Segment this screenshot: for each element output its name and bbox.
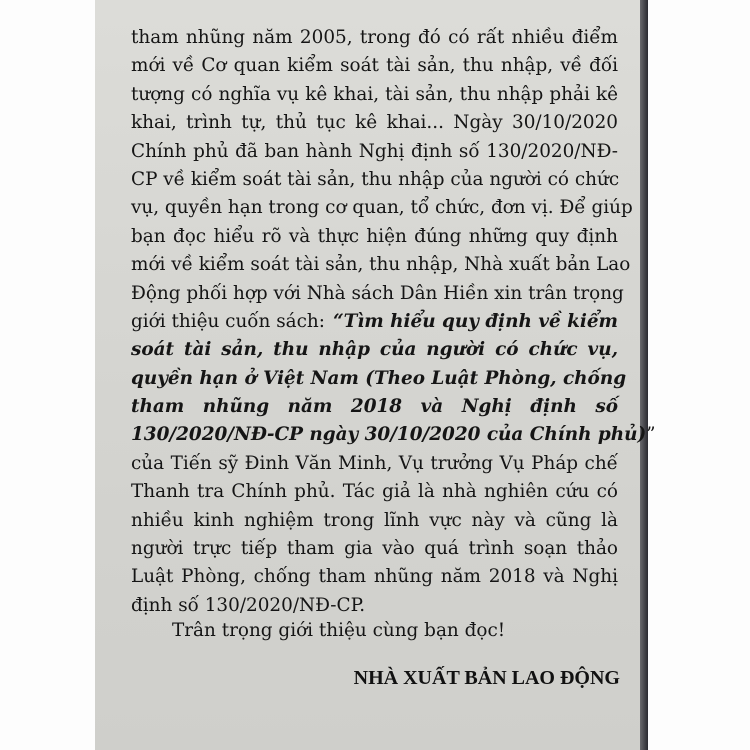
text-line: Thanh tra Chính phủ. Tác giả là nhà nghiên cứu có bbox=[131, 481, 618, 503]
text-line bbox=[131, 308, 618, 336]
book-title-line: tham nhũng năm 2018 và Nghị định số bbox=[131, 396, 618, 418]
text-line: Động phối hợp với Nhà sách Dân Hiền xin trân trọng bbox=[131, 282, 624, 304]
body-text bbox=[131, 24, 656, 620]
text-line: tham nhũng năm 2005, trong đó có rất nhiều điểm bbox=[131, 27, 618, 48]
text-segment: giới thiệu cuốn sách: bbox=[131, 310, 331, 332]
book-title-segment: 130/2020/NĐ-CP ngày 30/10/2020 của Chính phủ) bbox=[131, 424, 647, 446]
text-line: CP về kiểm soát tài sản, thu nhập của người có chức bbox=[131, 168, 620, 190]
text-line: bạn đọc hiểu rõ và thực hiện đúng những quy định bbox=[131, 225, 618, 247]
text-line: mới về Cơ quan kiểm soát tài sản, thu nhập, về đối bbox=[131, 55, 618, 77]
text-line: mới về kiểm soát tài sản, thu nhập, Nhà xuất bản Lao bbox=[131, 254, 631, 276]
text-line: Chính phủ đã ban hành Nghị định số 130/2020/NĐ- bbox=[131, 140, 618, 162]
text-line: của Tiến sỹ Đinh Văn Minh, Vụ trưởng Vụ Pháp chế bbox=[131, 452, 618, 474]
publisher-signature: NHÀ XUẤT BẢN LAO ĐỘNG bbox=[353, 667, 620, 689]
text-line: tượng có nghĩa vụ kê khai, tài sản, thu nhập phải kê bbox=[131, 83, 618, 105]
text-line: vụ, quyền hạn trong cơ quan, tổ chức, đơn vị. Để giúp bbox=[131, 197, 633, 219]
text-line: nhiều kinh nghiệm trong lĩnh vực này và cũng là bbox=[131, 509, 618, 531]
book-title-line: soát tài sản, thu nhập của người có chức vụ, bbox=[131, 339, 618, 361]
book-title-line: quyền hạn ở Việt Nam (Theo Luật Phòng, chống bbox=[131, 367, 627, 389]
text-line bbox=[131, 421, 656, 449]
text-line: khai, trình tự, thủ tục kê khai... Ngày 30/10/2020 bbox=[131, 112, 618, 134]
closing-line: Trân trọng giới thiệu cùng bạn đọc! bbox=[172, 620, 506, 641]
closing-quote: ” bbox=[646, 424, 656, 446]
page-edge bbox=[640, 0, 648, 750]
text-line: Luật Phòng, chống tham nhũng năm 2018 và Nghị bbox=[131, 566, 618, 588]
text-line: định số 130/2020/NĐ-CP. bbox=[131, 594, 366, 616]
text-line: người trực tiếp tham gia vào quá trình soạn thảo bbox=[131, 538, 618, 560]
book-title-segment: “Tìm hiểu quy định về kiểm bbox=[333, 310, 618, 332]
